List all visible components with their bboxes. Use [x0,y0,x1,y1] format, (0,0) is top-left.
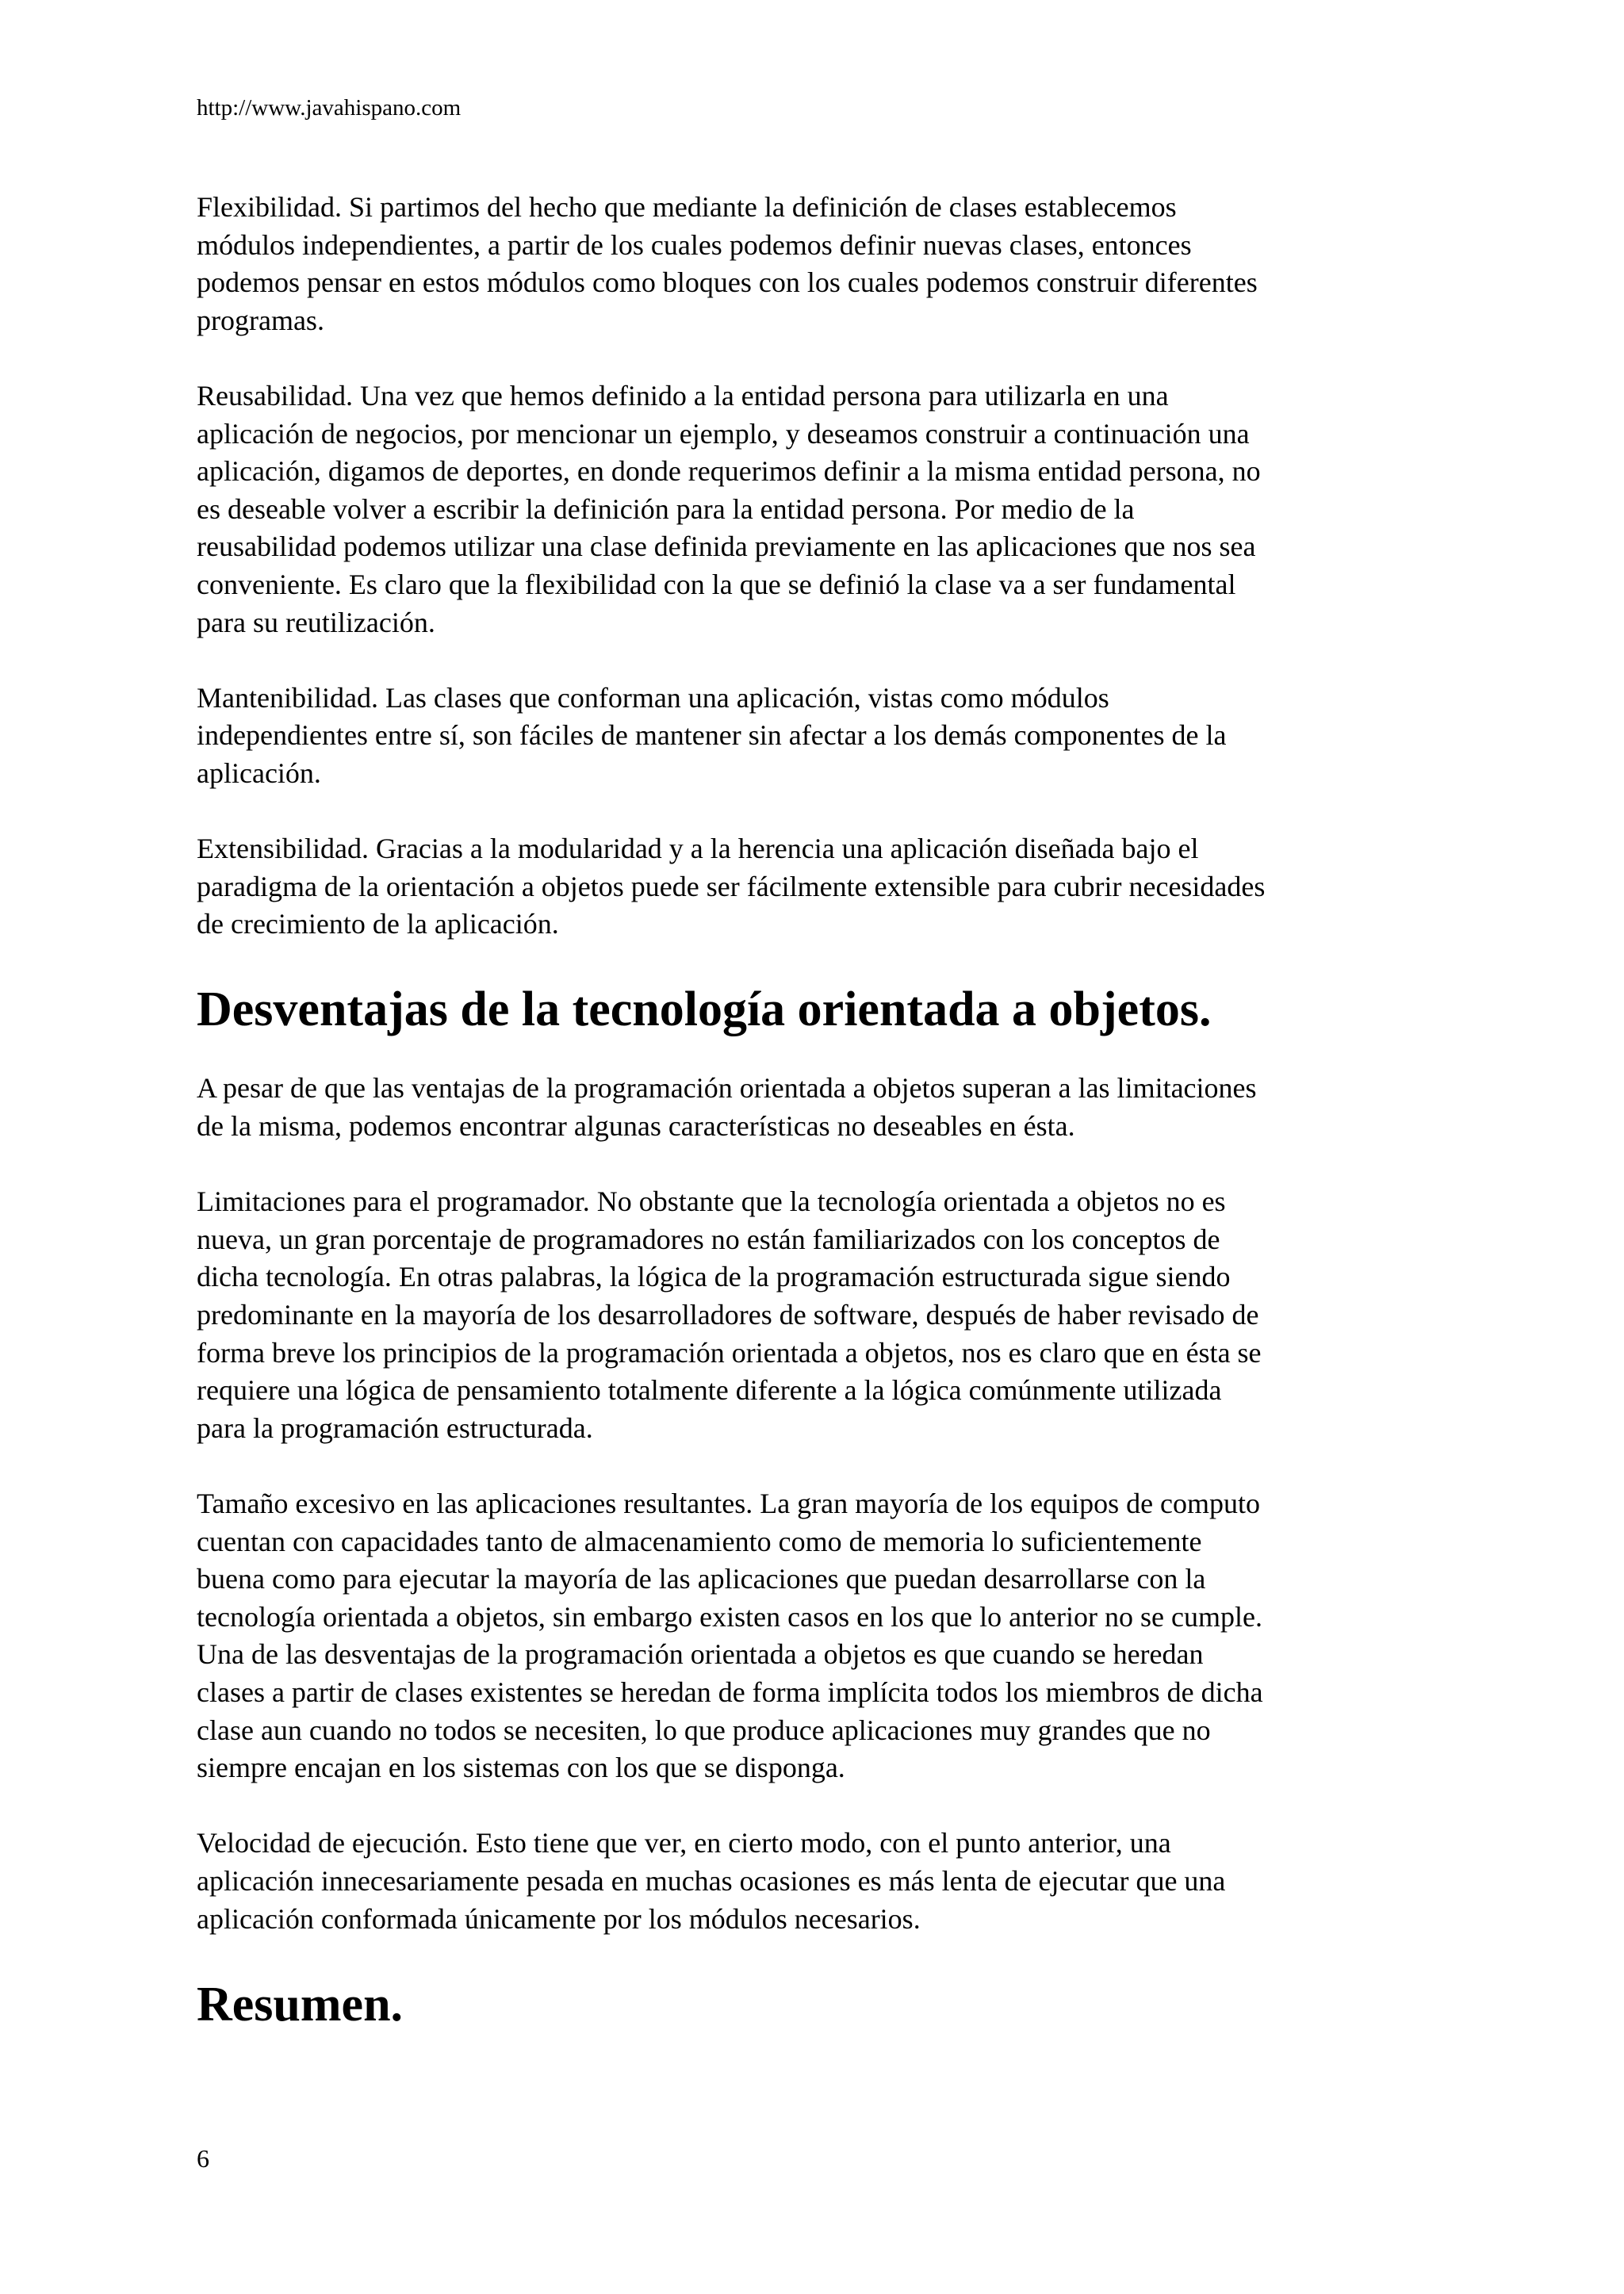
text-line: podemos pensar en estos módulos como bloques con los cuales podemos construir diferentes [197,266,1258,299]
text-line: clase aun cuando no todos se necesiten, lo que produce aplicaciones muy grandes que no [197,1714,1211,1746]
text-line: conveniente. Es claro que la flexibilidad con la que se definió la clase va a ser fundamental [197,568,1236,600]
header-url: http://www.javahispano.com [197,95,462,121]
text-line: clases a partir de clases existentes se heredan de forma implícita todos los miembros de dicha [197,1676,1263,1708]
text-line: siempre encajan en los sistemas con los que se disponga. [197,1752,845,1784]
text-line: Reusabilidad. Una vez que hemos definido a la entidad persona para utilizarla en una [197,379,1169,412]
text-line: aplicación innecesariamente pesada en muchas ocasiones es más lenta de ejecutar que una [197,1864,1226,1897]
paragraph-intro-disadvantages [197,1070,1386,1145]
text-line: requiere una lógica de pensamiento totalmente diferente a la lógica comúnmente utilizada [197,1374,1222,1407]
text-line: Velocidad de ejecución. Esto tiene que ver, en cierto modo, con el punto anterior, una [197,1827,1171,1859]
text-line: independientes entre sí, son fáciles de mantener sin afectar a los demás componentes de la [197,719,1227,752]
page-content [197,189,1386,2065]
paragraph-velocidad [197,1825,1386,1938]
text-line: A pesar de que las ventajas de la programación orientada a objetos superan a las limitaciones [197,1072,1257,1105]
text-line: cuentan con capacidades tanto de almacenamiento como de memoria lo suficientemente [197,1525,1202,1557]
text-line: módulos independientes, a partir de los cuales podemos definir nuevas clases, entonces [197,228,1192,261]
text-line: aplicación, digamos de deportes, en donde requerimos definir a la misma entidad persona, no [197,455,1261,488]
text-line: programas. [197,304,324,336]
text-line: de crecimiento de la aplicación. [197,908,559,940]
text-line: Extensibilidad. Gracias a la modularidad y a la herencia una aplicación diseñada bajo el [197,833,1199,865]
paragraph-extensibilidad [197,830,1386,944]
text-line: para su reutilización. [197,606,435,638]
text-line: Flexibilidad. Si partimos del hecho que mediante la definición de clases establecemos [197,191,1177,223]
paragraph-flexibilidad [197,189,1386,339]
text-line: de la misma, podemos encontrar algunas características no deseables en ésta. [197,1110,1075,1143]
section-heading-disadvantages: Desventajas de la tecnología orientada a objetos. [197,982,1212,1037]
paragraph-reusabilidad [197,377,1386,641]
text-line: forma breve los principios de la programación orientada a objetos, nos es claro que en ésta se [197,1336,1262,1369]
text-line: es deseable volver a escribir la definición para la entidad persona. Por medio de la [197,492,1135,525]
text-line: aplicación conformada únicamente por los módulos necesarios. [197,1902,921,1935]
text-line: reusabilidad podemos utilizar una clase definida previamente en las aplicaciones que nos sea [197,530,1256,563]
text-line: dicha tecnología. En otras palabras, la lógica de la programación estructurada sigue siendo [197,1261,1231,1293]
text-line: paradigma de la orientación a objetos puede ser fácilmente extensible para cubrir necesidades [197,870,1266,902]
text-line: tecnología orientada a objetos, sin embargo existen casos en los que lo anterior no se cumple. [197,1600,1262,1633]
text-line: Limitaciones para el programador. No obstante que la tecnología orientada a objetos no es [197,1185,1226,1218]
section-heading-summary: Resumen. [197,1977,404,2032]
text-line: Tamaño excesivo en las aplicaciones resultantes. La gran mayoría de los equipos de computo [197,1488,1261,1519]
text-line: aplicación de negocios, por mencionar un ejemplo, y deseamos construir a continuación una [197,417,1250,450]
paragraph-limitaciones [197,1183,1386,1447]
page-number: 6 [197,2144,209,2173]
text-line: aplicación. [197,756,321,789]
text-line: predominante en la mayoría de los desarrolladores de software, después de haber revisado de [197,1299,1259,1331]
text-line: Mantenibilidad. Las clases que conforman una aplicación, vistas como módulos [197,681,1109,714]
text-line: para la programación estructurada. [197,1411,593,1444]
text-line: Una de las desventajas de la programación orientada a objetos es que cuando se heredan [197,1638,1204,1671]
text-line: buena como para ejecutar la mayoría de las aplicaciones que puedan desarrollarse con la [197,1563,1206,1595]
paragraph-tamano [197,1485,1386,1787]
paragraph-mantenibilidad [197,680,1386,793]
text-line: nueva, un gran porcentaje de programadores no están familiarizados con los conceptos de [197,1223,1220,1255]
